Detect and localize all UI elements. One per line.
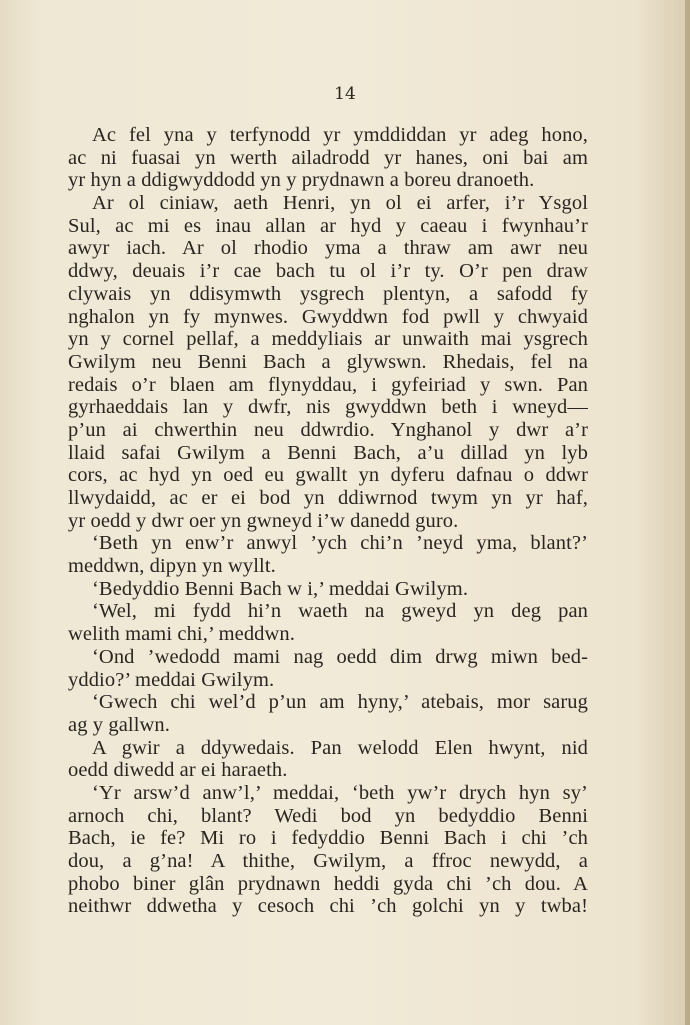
text-line: ‘Wel, mi fydd hi’n waeth na gweyd yn deg pan xyxy=(92,600,588,623)
text-line: A gwir a ddywedais. Pan welodd Elen hwynt, nid xyxy=(92,736,588,759)
text-line: nghalon yn fy mynwes. Gwyddwn fod pwll y chwyaid xyxy=(68,305,588,328)
text-line: welith mami chi,’ meddwn. xyxy=(68,623,295,646)
page-number: 14 xyxy=(334,84,356,104)
text-line: yn y cornel pellaf, a meddyliais ar unwaith mai ysgrech xyxy=(68,328,588,351)
text-line: Bach, ie fe? Mi ro i fedyddio Benni Bach i chi ’ch xyxy=(68,827,588,850)
text-line: meddwn, dipyn yn wyllt. xyxy=(68,555,276,578)
text-line: Ar ol ciniaw, aeth Henri, yn ol ei arfer, i’r Ysgol xyxy=(92,192,588,215)
text-line: clywais yn ddisymwth ysgrech plentyn, a safodd fy xyxy=(68,282,588,305)
text-line: Sul, ac mi es inau allan ar hyd y caeau i fwynhau’r xyxy=(68,214,588,237)
text-line: ac ni fuasai yn werth ailadrodd yr hanes, oni bai am xyxy=(68,146,588,169)
page-edge xyxy=(685,0,690,1025)
text-line: ‘Beth yn enw’r anwyl ’ych chi’n ’neyd yma, blant?’ xyxy=(92,532,588,555)
text-line: Gwilym neu Benni Bach a glywswn. Rhedais, fel na xyxy=(68,350,588,373)
text-line: p’un ai chwerthin neu ddwrdio. Ynghanol y dwr a’r xyxy=(68,418,588,441)
text-line: awyr iach. Ar ol rhodio yma a thraw am awr neu xyxy=(68,237,588,260)
text-line: ag y gallwn. xyxy=(68,713,170,736)
text-line: neithwr ddwetha y cesoch chi ’ch golchi yn y twba! xyxy=(68,895,588,918)
text-line: ddwy, deuais i’r cae bach tu ol i’r ty. O’r pen draw xyxy=(68,260,588,283)
text-line: phobo biner glân prydnawn heddi gyda chi ’ch dou. A xyxy=(68,872,588,895)
text-line: yr oedd y dwr oer yn gwneyd i’w danedd guro. xyxy=(68,509,459,532)
text-line: llwydaidd, ac er ei bod yn ddiwrnod twym yn yr haf, xyxy=(68,487,588,509)
text-line: ‘Bedyddio Benni Bach w i,’ meddai Gwilym. xyxy=(92,577,469,600)
text-line: dou, a g’na! A thithe, Gwilym, a ffroc newydd, a xyxy=(68,850,588,872)
text-line: redais o’r blaen am flynyddau, i gyfeiriad y swn. Pan xyxy=(68,373,588,396)
text-line: llaid safai Gwilym a Benni Bach, a’u dillad yn lyb xyxy=(68,441,588,464)
text-line: ‘Gwech chi wel’d p’un am hyny,’ atebais, mor sarug xyxy=(92,691,588,714)
text-line: yr hyn a ddigwyddodd yn y prydnawn a boreu dranoeth. xyxy=(68,169,535,192)
text-line: gyrhaeddais lan y dwfr, nis gwyddwn beth i wneyd— xyxy=(68,396,588,419)
text-line: oedd diwedd ar ei haraeth. xyxy=(68,759,288,782)
text-line: Ac fel yna y terfynodd yr ymddiddan yr adeg hono, xyxy=(92,124,588,146)
text-line: ‘Yr arsw’d anw’l,’ meddai, ‘beth yw’r drych hyn sy’ xyxy=(92,781,588,804)
text-line: cors, ac hyd yn oed eu gwallt yn dyferu dafnau o ddwr xyxy=(68,464,588,487)
body-text xyxy=(68,124,588,918)
text-line: yddio?’ meddai Gwilym. xyxy=(68,668,275,691)
text-line: arnoch chi, blant? Wedi bod yn bedyddio Benni xyxy=(68,804,588,827)
text-line: ‘Ond ’wedodd mami nag oedd dim drwg miwn bed- xyxy=(92,645,588,668)
